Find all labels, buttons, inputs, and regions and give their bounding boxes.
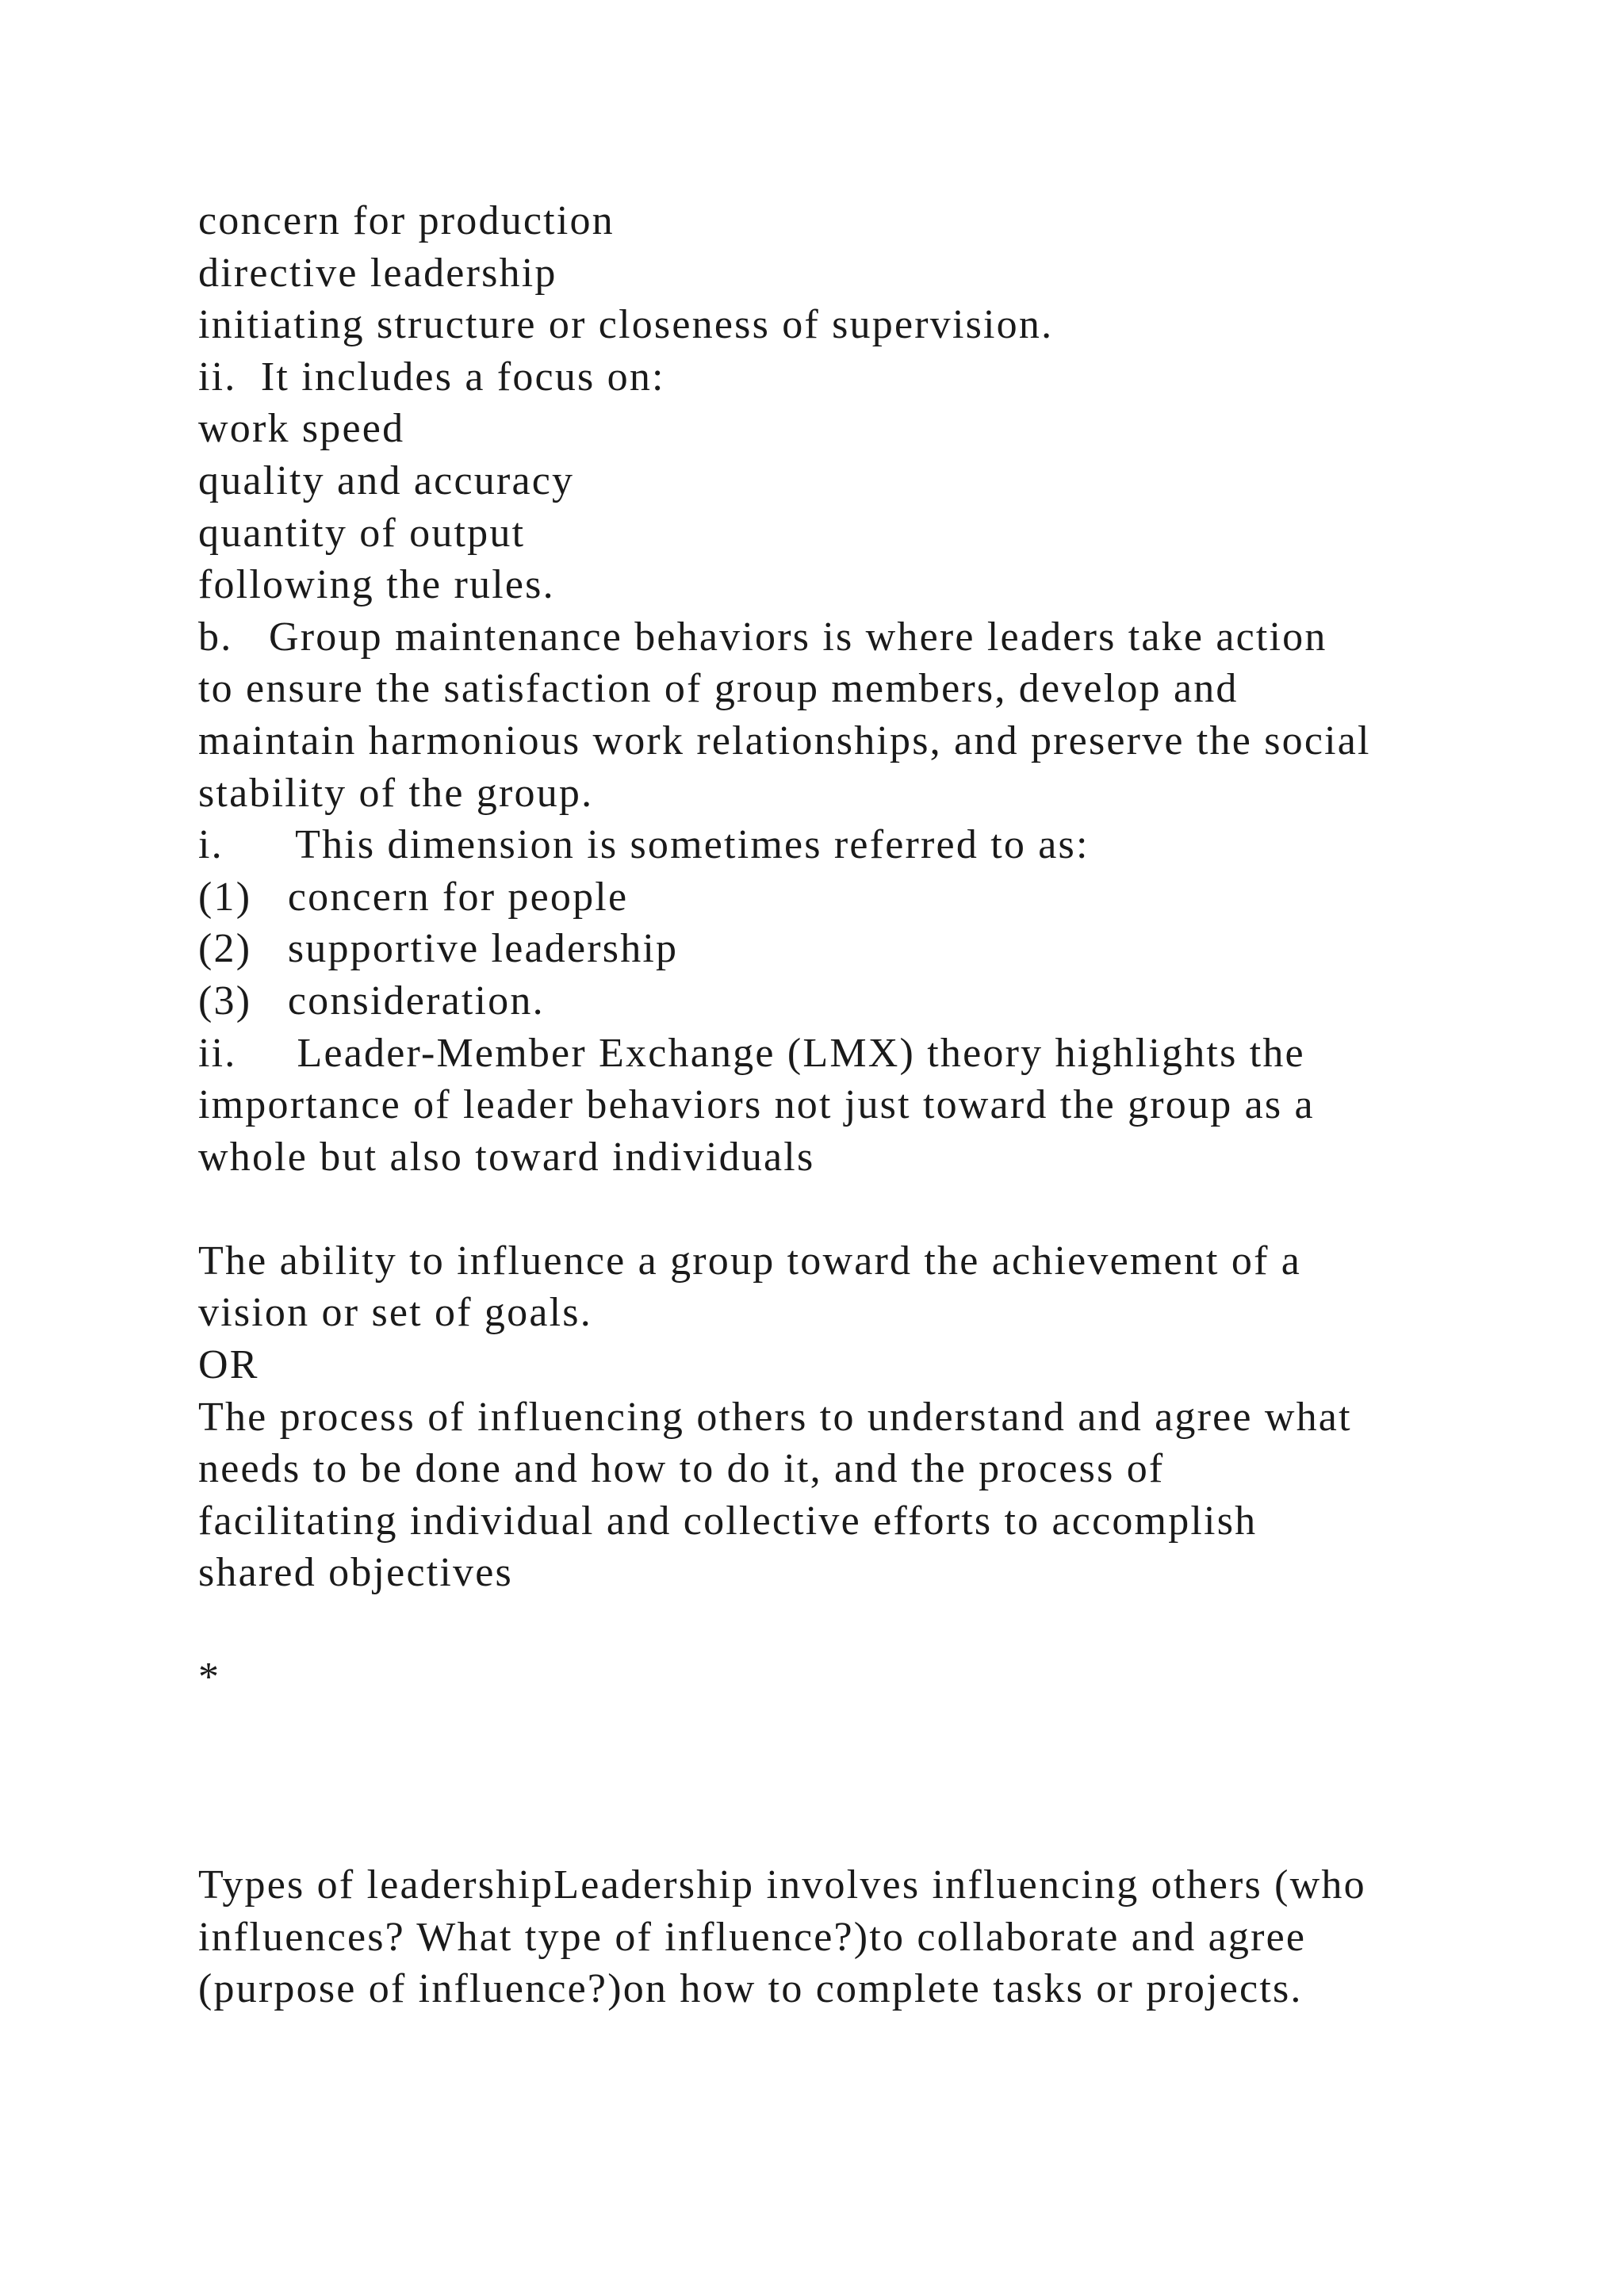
text-line: (1) concern for people [198, 874, 629, 920]
text-line: directive leadership [198, 250, 557, 296]
text-line: vision or set of goals. [198, 1290, 592, 1336]
text-line: influences? What type of influence?)to collaborate and agree [198, 1914, 1307, 1960]
text-line: importance of leader behaviors not just toward the group as a [198, 1082, 1315, 1128]
text-line: Types of leadershipLeadership involves influencing others (who [198, 1862, 1366, 1908]
text-line: The ability to influence a group toward the achievement of a [198, 1238, 1302, 1284]
text-line: quantity of output [198, 510, 526, 556]
text-line: work speed [198, 406, 405, 452]
text-line: ii. Leader-Member Exchange (LMX) theory highlights the [198, 1030, 1305, 1076]
text-line: ii. It includes a focus on: [198, 354, 665, 400]
text-line: i. This dimension is sometimes referred to as: [198, 822, 1090, 868]
text-line: needs to be done and how to do it, and the process of [198, 1446, 1165, 1492]
text-line: shared objectives [198, 1550, 513, 1596]
text-line: OR [198, 1342, 259, 1388]
text-line: quality and accuracy [198, 457, 575, 503]
text-line: following the rules. [198, 562, 555, 608]
text-line: (3) consideration. [198, 978, 545, 1024]
text-line: (2) supportive leadership [198, 926, 679, 972]
asterisk-line: * [198, 1654, 221, 1700]
text-line: b. Group maintenance behaviors is where leaders take action [198, 614, 1327, 660]
text-line: The process of influencing others to understand and agree what [198, 1394, 1352, 1440]
text-line: to ensure the satisfaction of group members, develop and [198, 666, 1239, 712]
text-line: whole but also toward individuals [198, 1134, 815, 1180]
text-line: stability of the group. [198, 770, 594, 816]
text-line: concern for production [198, 198, 615, 243]
text-line: maintain harmonious work relationships, and preserve the social [198, 718, 1371, 763]
blank-line [198, 1599, 1546, 1651]
blank-line [198, 1703, 1546, 1755]
text-line: (purpose of influence?)on how to complete tasks or projects. [198, 1966, 1303, 2012]
document-body [198, 195, 1546, 2015]
blank-line [198, 1755, 1546, 1808]
text-line: facilitating individual and collective efforts to accomplish [198, 1498, 1258, 1544]
blank-line [198, 1183, 1546, 1235]
text-line: initiating structure or closeness of supervision. [198, 302, 1054, 348]
blank-line [198, 1807, 1546, 1859]
